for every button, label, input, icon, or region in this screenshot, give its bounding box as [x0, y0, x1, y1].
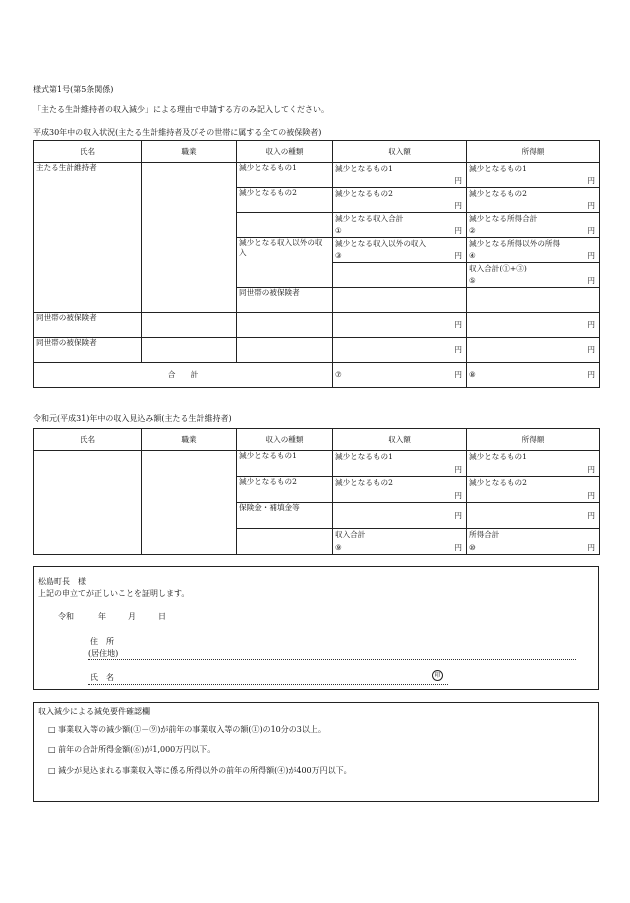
forecast-income-1[interactable]: 減少となるもの1 円 [333, 451, 467, 477]
income-table-h30 [33, 140, 600, 388]
dependent-row-3-profit[interactable]: 円 [467, 338, 600, 363]
address-label: 住 所 [90, 637, 114, 646]
income-type-2: 減少となるもの2 [237, 188, 333, 213]
income-1-cell[interactable]: 減少となるもの1 円 [333, 163, 467, 188]
checkbox-icon[interactable]: □ [48, 766, 56, 775]
col-header-occupation: 職業 [142, 141, 237, 163]
checkbox-icon[interactable]: □ [48, 725, 56, 734]
forecast-profit-2[interactable]: 減少となるもの2 円 [467, 477, 600, 503]
forecast-occupation-cell[interactable] [142, 451, 237, 555]
dependent-row-2-type[interactable] [237, 313, 333, 338]
main-earner-label: 主たる生計維持者 [36, 163, 97, 172]
income-total-cell[interactable]: 減少となる収入合計 ① 円 [333, 213, 467, 238]
forecast-income-sum[interactable]: 収入合計 ⑨ 円 [333, 529, 467, 555]
forecast-name-cell[interactable] [34, 451, 142, 555]
section2-title: 令和元(平成31)年中の収入見込み額(主たる生計維持者) [33, 414, 232, 423]
seal-mark-icon: 印 [432, 670, 443, 681]
income-table-r1 [33, 428, 600, 555]
dependent-row-3-income[interactable]: 円 [333, 338, 467, 363]
main-earner-name-cell[interactable] [34, 163, 142, 313]
grand-total-label: 合 計 [34, 363, 333, 388]
form-number: 様式第1号(第5条関係) [33, 85, 114, 94]
date-day: 日 [158, 612, 166, 621]
forecast-income-2[interactable]: 減少となるもの2 円 [333, 477, 467, 503]
section1-title: 平成30年中の収入状況(主たる生計維持者及びその世帯に属する全ての被保険者) [33, 128, 322, 137]
date-era: 令和 [58, 612, 74, 621]
forecast-profit-1[interactable]: 減少となるもの1 円 [467, 451, 600, 477]
forecast-profit-sum[interactable]: 所得合計 ⑩ 円 [467, 529, 600, 555]
dependent-row-1-type[interactable] [467, 288, 600, 313]
income-type-1: 減少となるもの1 [237, 163, 333, 188]
dependent-row-2-occupation[interactable] [142, 313, 237, 338]
income-2-cell[interactable]: 減少となるもの2 円 [333, 188, 467, 213]
checklist-item-3[interactable] [48, 765, 352, 776]
main-earner-occupation-cell[interactable] [142, 163, 237, 313]
profit-total-cell[interactable]: 減少となる所得合計 ② 円 [467, 213, 600, 238]
date-month: 月 [128, 612, 136, 621]
address-sub-label: (居住地) [88, 649, 119, 658]
dependent-row-3-type[interactable] [237, 338, 333, 363]
forecast-profit-insurance[interactable]: 円 [467, 503, 600, 529]
forecast-type-blank [237, 529, 333, 555]
checklist-item-3-text: 減少が見込まれる事業収入等に係る所得以外の前年の所得額(④)が400万円以下。 [58, 766, 352, 775]
col-header-income-type-2: 収入の種類 [237, 429, 333, 451]
dependent-row-1-occupation[interactable] [333, 288, 467, 313]
col-header-income-amount: 収入額 [333, 141, 467, 163]
forecast-type-1: 減少となるもの1 [237, 451, 333, 477]
address-line[interactable] [88, 659, 576, 660]
certification-box [33, 566, 599, 690]
income-other-cell[interactable]: 減少となる収入以外の収入 ③ 円 [333, 238, 467, 263]
income-type-blank-2 [333, 263, 467, 288]
dependent-row-2-profit[interactable]: 円 [467, 313, 600, 338]
checklist-item-1[interactable] [48, 724, 326, 735]
col-header-name-2: 氏名 [34, 429, 142, 451]
checkbox-icon[interactable]: □ [48, 745, 56, 754]
date-year: 年 [98, 612, 106, 621]
grand-total-income[interactable]: ⑦ 円 [333, 363, 467, 388]
addressee: 松島町長 様 [38, 577, 86, 586]
col-header-income-type: 収入の種類 [237, 141, 333, 163]
checklist-title: 収入減少による減免要件確認欄 [38, 707, 150, 716]
forecast-income-insurance[interactable]: 円 [333, 503, 467, 529]
col-header-name: 氏名 [34, 141, 142, 163]
instruction-note: 「主たる生計維持者の収入減少」による理由で申請する方のみ記入してください。 [33, 105, 329, 114]
profit-other-cell[interactable]: 減少となる所得以外の所得 ④ 円 [467, 238, 600, 263]
dependent-row-2-income[interactable]: 円 [333, 313, 467, 338]
checklist-item-2-text: 前年の合計所得金額(⑥)が1,000万円以下。 [58, 745, 216, 754]
col-header-income-amount-2: 収入額 [333, 429, 467, 451]
income-type-other: 減少となる収入以外の収入 [237, 238, 333, 288]
profit-1-cell[interactable]: 減少となるもの1 円 [467, 163, 600, 188]
name-label: 氏 名 [90, 673, 114, 682]
col-header-profit-amount: 所得額 [467, 141, 600, 163]
checklist-item-1-text: 事業収入等の減少額(①－⑨)が前年の事業収入等の額(①)の10分の3以上。 [58, 725, 326, 734]
forecast-type-insurance: 保険金・補填金等 [237, 503, 333, 529]
col-header-profit-amount-2: 所得額 [467, 429, 600, 451]
forecast-type-2: 減少となるもの2 [237, 477, 333, 503]
dependent-row-3-name[interactable]: 同世帯の被保険者 [34, 338, 142, 363]
income-type-blank [237, 213, 333, 238]
grand-total-profit[interactable]: ⑧ 円 [467, 363, 600, 388]
income-sum-cell[interactable]: 収入合計(①+③) ⑤ 円 [467, 263, 600, 288]
dependent-row-2-name[interactable]: 同世帯の被保険者 [34, 313, 142, 338]
certify-statement: 上記の申立てが正しいことを証明します。 [38, 589, 190, 598]
dependent-row-3-occupation[interactable] [142, 338, 237, 363]
dependent-row-1-name[interactable]: 同世帯の被保険者 [237, 288, 333, 313]
col-header-occupation-2: 職業 [142, 429, 237, 451]
name-line[interactable] [88, 684, 448, 685]
checklist-item-2[interactable] [48, 744, 215, 755]
profit-2-cell[interactable]: 減少となるもの2 円 [467, 188, 600, 213]
